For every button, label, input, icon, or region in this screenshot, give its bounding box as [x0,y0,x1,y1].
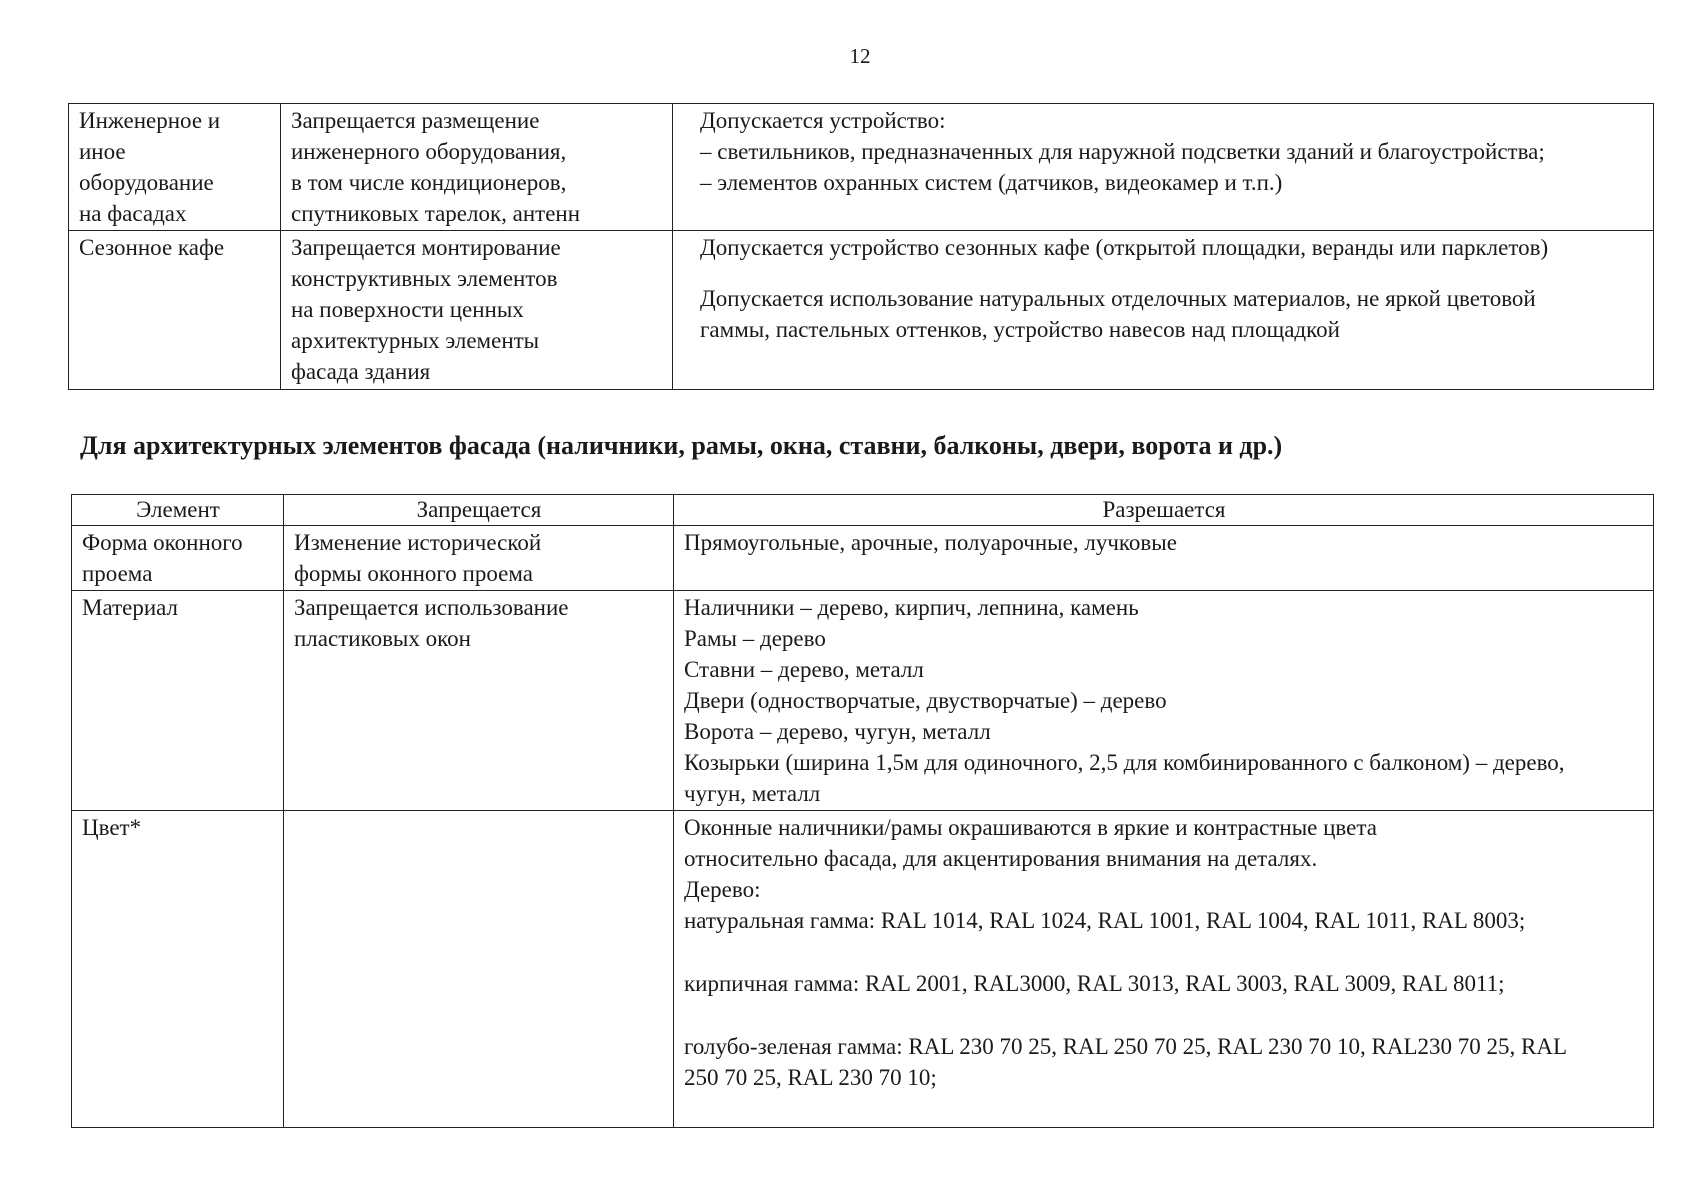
allowed-cell [674,811,1654,1128]
header-element: Элемент [72,495,284,526]
table-header-row [72,495,1654,526]
element-line: на фасадах [79,201,187,226]
allowed-line: Дерево: [684,877,761,902]
allowed-line: Ставни – дерево, металл [684,657,924,682]
forbidden-line: Запрещается использование [294,595,569,620]
header-forbidden: Запрещается [284,495,674,526]
allowed-line: Оконные наличники/рамы окрашиваются в яркие и контрастные цвета [684,815,1377,840]
allowed-cell [673,231,1654,390]
forbidden-line: Запрещается монтирование [291,235,561,260]
element-cell [69,104,281,231]
allowed-line: – элементов охранных систем (датчиков, видеокамер и т.п.) [700,170,1283,195]
allowed-line: чугун, металл [684,781,821,806]
table-row-material [72,591,1654,811]
element-line: Форма оконного [82,530,243,555]
allowed-line: Допускается использование натуральных отделочных материалов, не яркой цветовой [700,286,1536,311]
facade-equipment-table [68,103,1654,390]
forbidden-cell [284,811,674,1128]
table-row-color [72,811,1654,1128]
allowed-line: Двери (одностворчатые, двустворчатые) – дерево [684,688,1167,713]
section-title: Для архитектурных элементов фасада (наличники, рамы, окна, ставни, балконы, двери, ворота и др.) [80,431,1283,460]
bluegreen-palette-line: голубо-зеленая гамма: RAL 230 70 25, RAL 250 70 25, RAL 230 70 10, RAL230 70 25, RAL [684,1034,1568,1059]
allowed-cell [674,526,1654,591]
element-cell [72,811,284,1128]
forbidden-line: пластиковых окон [294,626,471,651]
forbidden-line: формы оконного проема [294,561,533,586]
element-line: иное [79,139,126,164]
allowed-paragraph: Допускается устройство сезонных кафе (открытой площадки, веранды или парклетов) [700,235,1549,260]
architectural-elements-table [71,494,1654,1128]
element-line: Цвет* [82,815,142,840]
brick-palette: кирпичная гамма: RAL 2001, RAL3000, RAL 3013, RAL 3003, RAL 3009, RAL 8011; [684,971,1505,996]
allowed-cell [673,104,1654,231]
table-row-seasonal-cafe [69,231,1654,390]
forbidden-line: спутниковых тарелок, антенн [291,201,581,226]
forbidden-line: архитектурных элементы [291,328,540,353]
page-number: 12 [849,44,871,68]
forbidden-line: Изменение исторической [294,530,542,555]
forbidden-cell [281,104,673,231]
allowed-line: относительно фасада, для акцентирования внимания на деталях. [684,846,1318,871]
element-line: Инженерное и [79,108,221,133]
element-cell [72,526,284,591]
table-row-engineering [69,104,1654,231]
forbidden-cell [284,526,674,591]
allowed-line: Допускается устройство: [700,108,946,133]
bluegreen-palette-line: 250 70 25, RAL 230 70 10; [684,1065,937,1090]
allowed-line: Ворота – дерево, чугун, металл [684,719,991,744]
forbidden-line: на поверхности ценных [291,297,524,322]
allowed-line: – светильников, предназначенных для наружной подсветки зданий и благоустройства; [700,139,1545,164]
element-cell [69,231,281,390]
allowed-line: гаммы, пастельных оттенков, устройство навесов над площадкой [700,317,1340,342]
allowed-line: Козырьки (ширина 1,5м для одиночного, 2,5 для комбинированного с балконом) – дерево, [684,750,1565,775]
forbidden-cell [284,591,674,811]
element-line: оборудование [79,170,214,195]
header-allowed: Разрешается [674,495,1654,526]
forbidden-line: в том числе кондиционеров, [291,170,567,195]
natural-palette: натуральная гамма: RAL 1014, RAL 1024, RAL 1001, RAL 1004, RAL 1011, RAL 8003; [684,908,1526,933]
element-cell [72,591,284,811]
forbidden-cell [281,231,673,390]
table-row-window-form [72,526,1654,591]
element-line: проема [82,561,153,586]
forbidden-line: фасада здания [291,359,431,384]
element-line: Материал [82,595,179,620]
forbidden-line: инженерного оборудования, [291,139,567,164]
allowed-cell [674,591,1654,811]
allowed-line: Наличники – дерево, кирпич, лепнина, камень [684,595,1139,620]
forbidden-line: Запрещается размещение [291,108,540,133]
allowed-line: Рамы – дерево [684,626,826,651]
allowed-line: Прямоугольные, арочные, полуарочные, лучковые [684,530,1177,555]
element-line: Сезонное кафе [79,235,225,260]
forbidden-line: конструктивных элементов [291,266,558,291]
